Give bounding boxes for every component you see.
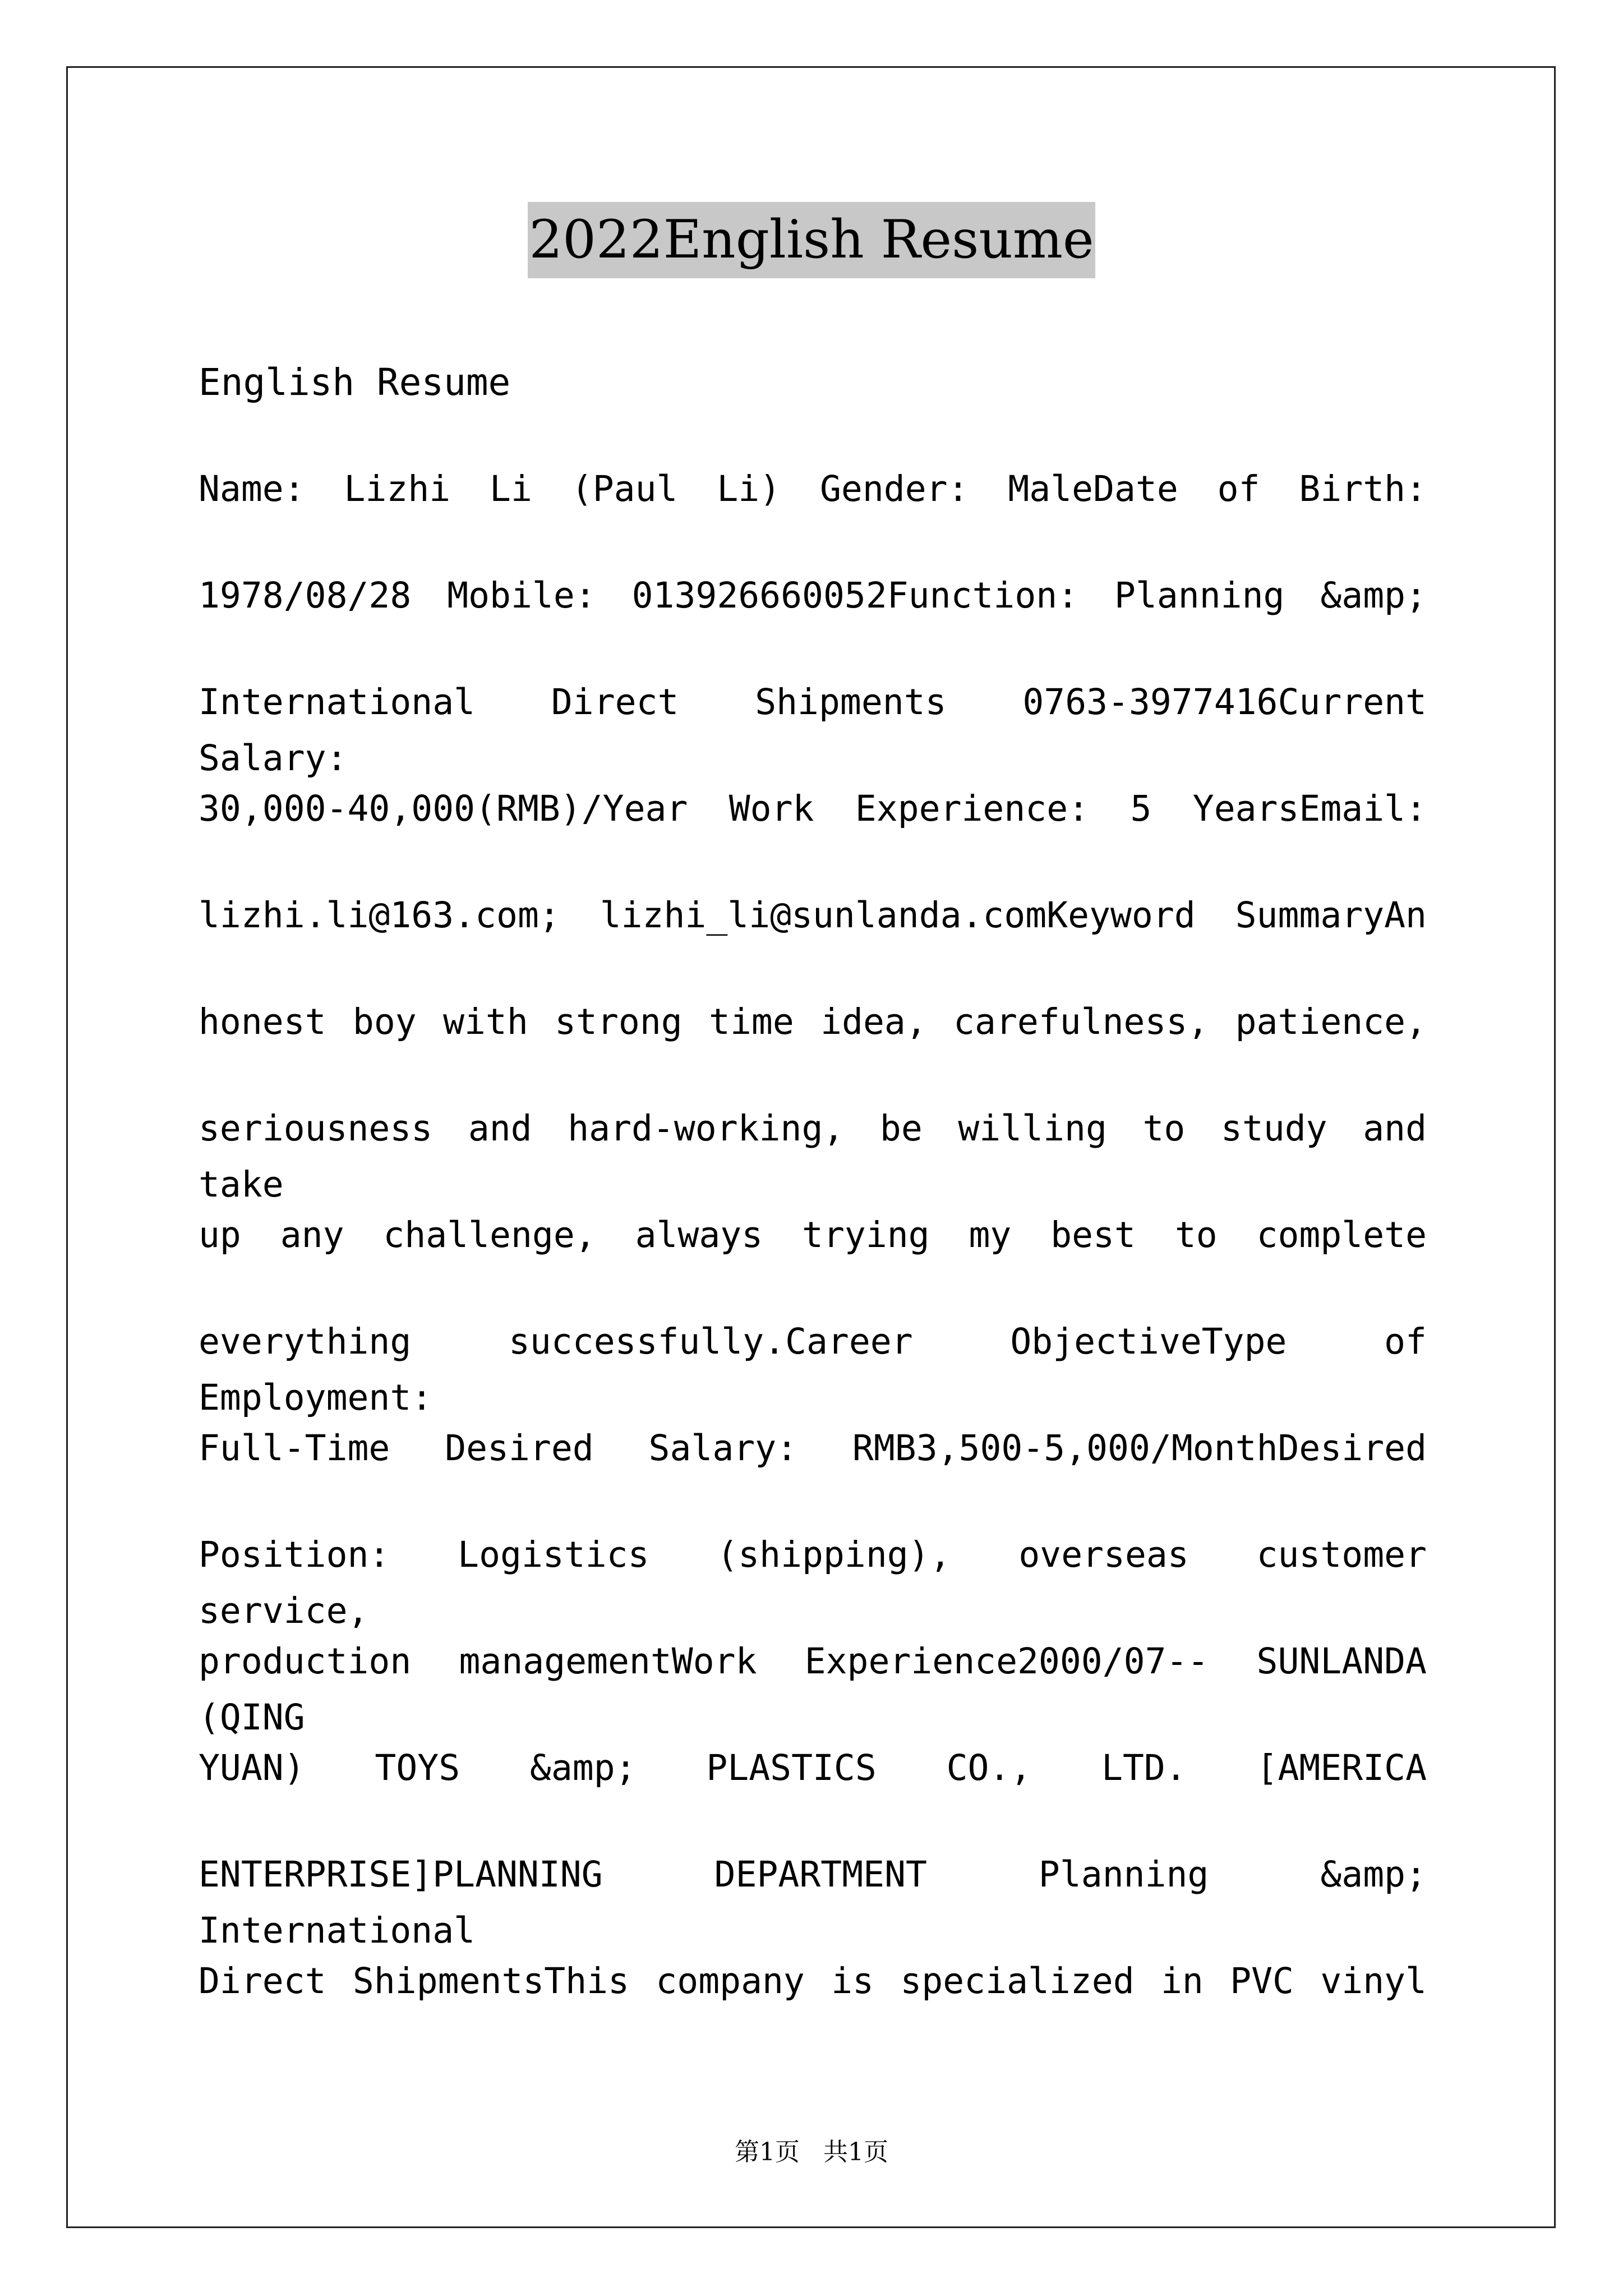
body-line: International Direct Shipments 0763-3977416Current Salary: [199, 682, 1427, 779]
body-line: YUAN) TOYS &amp; PLASTICS CO., LTD. [AMERICA [199, 1747, 1427, 1788]
body-line: ENTERPRISE]PLANNING DEPARTMENT Planning &amp; International [199, 1854, 1427, 1951]
page-footer: 第1页 共1页 [735, 2138, 888, 2166]
body-line: Name: Lizhi Li (Paul Li) Gender: MaleDate of Birth: [199, 468, 1427, 509]
body-line: up any challenge, always trying my best to complete [199, 1214, 1427, 1255]
title-container [0, 202, 1623, 278]
body-line: everything successfully.Career ObjectiveType of Employment: [199, 1321, 1427, 1418]
body-line: Direct ShipmentsThis company is specialized in PVC vinyl [199, 1961, 1427, 2001]
document-title: 2022English Resume [528, 202, 1095, 278]
body-line: seriousness and hard-working, be willing to study and take [199, 1108, 1427, 1205]
body-line: Full-Time Desired Salary: RMB3,500-5,000/MonthDesired [199, 1428, 1427, 1469]
body-line: lizhi.li@163.com; lizhi_li@sunlanda.comKeyword SummaryAn [199, 895, 1427, 936]
body-line: 1978/08/28 Mobile: 013926660052Function: Planning &amp; [199, 575, 1427, 616]
body-line: production managementWork Experience2000/07-- SUNLANDA (QING [199, 1641, 1427, 1738]
body-line: honest boy with strong time idea, carefulness, patience, [199, 1001, 1427, 1042]
body-line: Position: Logistics (shipping), overseas customer service, [199, 1534, 1427, 1631]
document-subtitle: English Resume [199, 361, 511, 404]
body-line: 30,000-40,000(RMB)/Year Work Experience: 5 YearsEmail: [199, 788, 1427, 829]
resume-body [199, 461, 1427, 2060]
